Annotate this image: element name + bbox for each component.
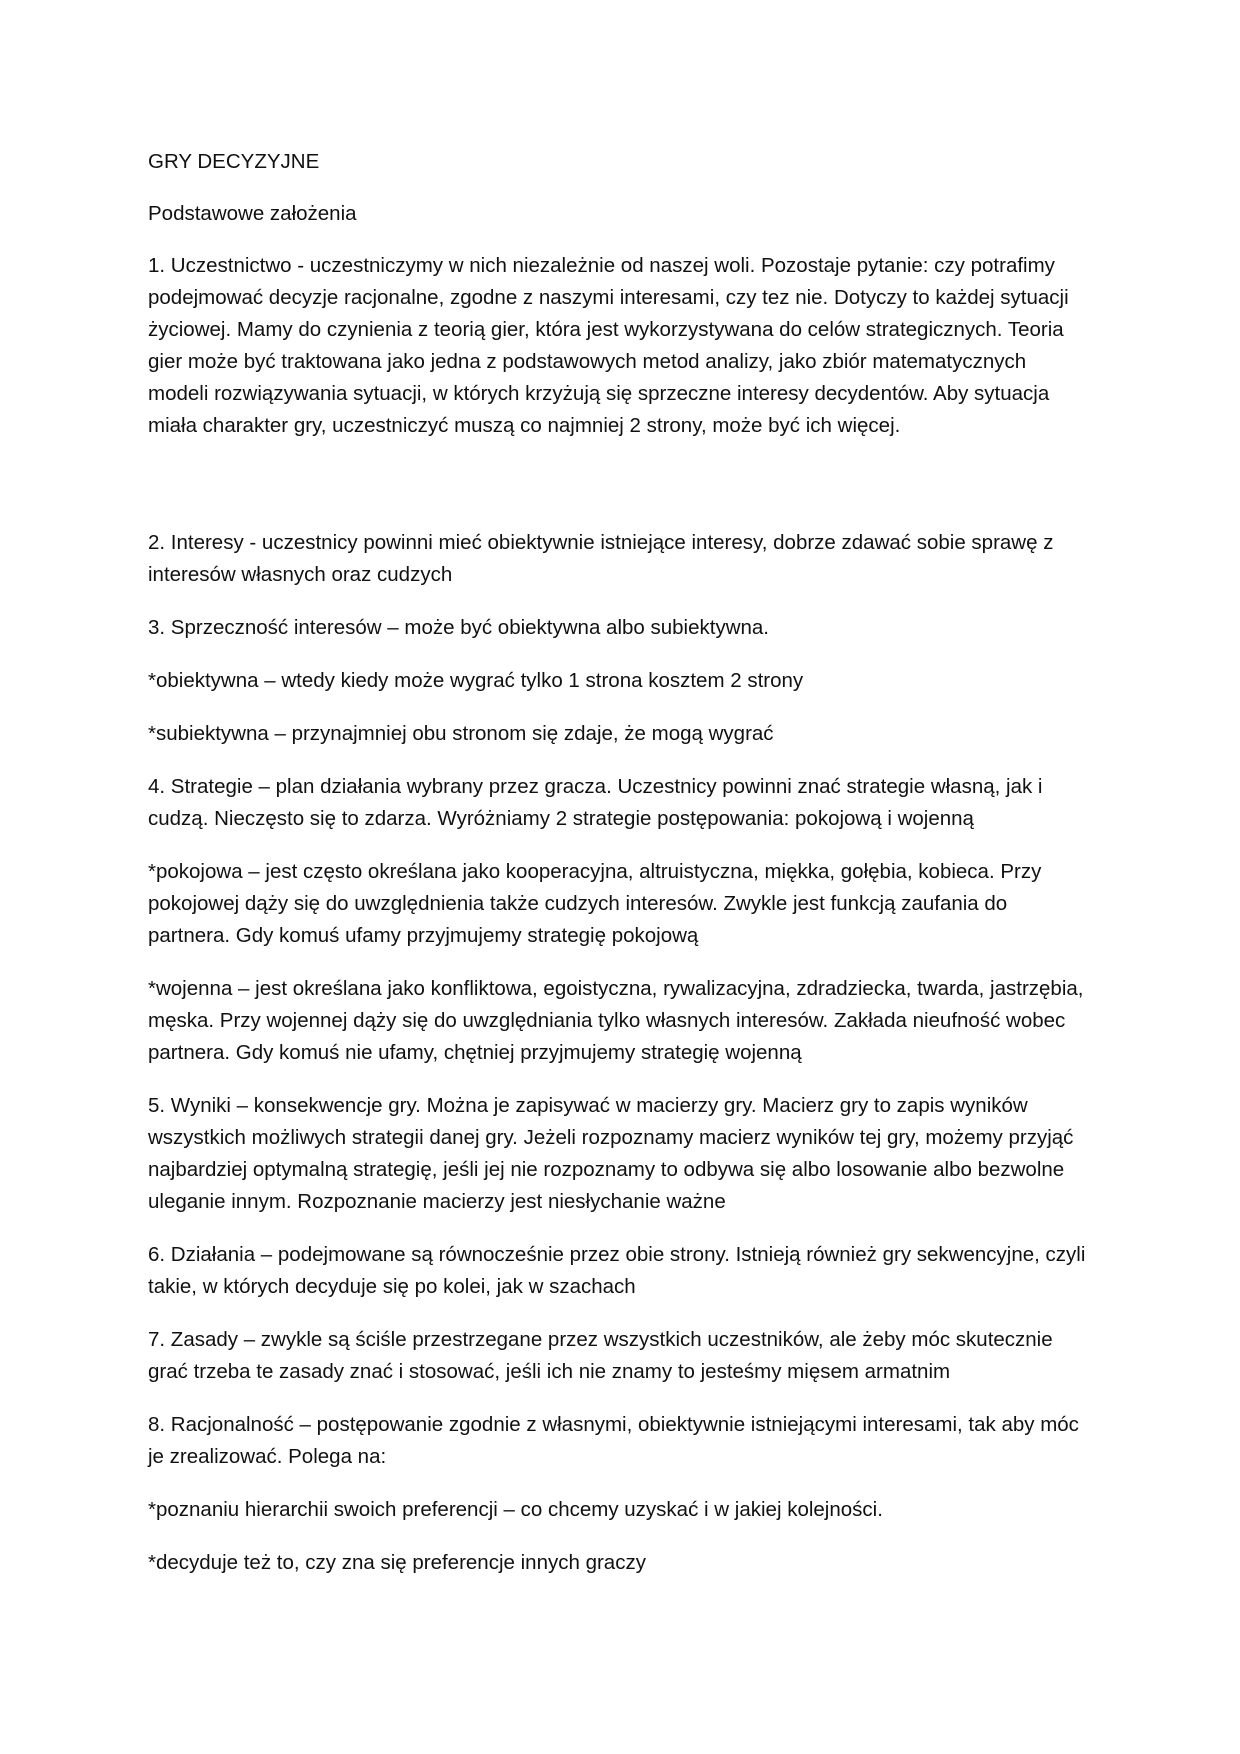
paragraph-strategie: 4. Strategie – plan działania wybrany przez gracza. Uczestnicy powinni znać strategie własną, jak i cudzą. Nieczęsto się to zdarza. Wyróżniamy 2 strategie postępowania: pokojową i wojenną [148, 775, 1043, 830]
paragraph-racjonalnosc: 8. Racjonalność – postępowanie zgodnie z własnymi, obiektywnie istniejącymi interesami, tak aby móc je zrealizować. Polega na: [148, 1413, 1079, 1468]
paragraph-interesy: 2. Interesy - uczestnicy powinni mieć obiektywnie istniejące interesy, dobrze zdawać sobie sprawę z interesów własnych oraz cudzych [148, 531, 1054, 586]
document-subtitle: Podstawowe założenia [148, 202, 357, 225]
paragraph-sprzecznosc: 3. Sprzeczność interesów – może być obiektywna albo subiektywna. [148, 616, 770, 639]
paragraph-dzialania: 6. Działania – podejmowane są równocześnie przez obie strony. Istnieją również gry sekwencyjne, czyli takie, w których decyduje się po kolei, jak w szachach [148, 1243, 1086, 1298]
paragraph-pokojowa: *pokojowa – jest często określana jako kooperacyjna, altruistyczna, miękka, gołębia, kobieca. Przy pokojowej dąży się do uwzględnienia także cudzych interesów. Zwykle jest funkcją zaufania do partnera. Gdy komuś ufamy przyjmujemy strategię pokojową [148, 860, 1042, 947]
paragraph-zasady: 7. Zasady – zwykle są ściśle przestrzegane przez wszystkich uczestników, ale żeby móc skutecznie grać trzeba te zasady znać i stosować, jeśli ich nie znamy to jesteśmy mięsem armatnim [148, 1328, 1053, 1383]
paragraph-hierarchia-preferencji: *poznaniu hierarchii swoich preferencji – co chcemy uzyskać i w jakiej kolejności. [148, 1498, 883, 1521]
paragraph-obiektywna: *obiektywna – wtedy kiedy może wygrać tylko 1 strona kosztem 2 strony [148, 669, 804, 692]
document-page [148, 146, 1092, 1600]
paragraph-wyniki: 5. Wyniki – konsekwencje gry. Można je zapisywać w macierzy gry. Macierz gry to zapis wyników wszystkich możliwych strategii danej gry. Jeżeli rozpoznamy macierz wyników tej gry, możemy przyjąć najbardziej optymalną strategię, jeśli jej nie rozpoznamy to odbywa się albo losowanie albo bezwolne uleganie innym. Rozpoznanie macierzy jest niesłychanie ważne [148, 1094, 1074, 1213]
document-title: GRY DECYZYJNE [148, 150, 320, 173]
paragraph-uczestnictwo: 1. Uczestnictwo - uczestniczymy w nich niezależnie od naszej woli. Pozostaje pytanie: czy potrafimy podejmować decyzje racjonalne, zgodne z naszymi interesami, czy tez nie. Dotyczy to każdej sytuacji życiowej. Mamy do czynienia z teorią gier, która jest wykorzystywana do celów strategicznych. Teoria gier może być traktowana jako jedna z podstawowych metod analizy, jako zbiór matematycznych modeli rozwiązywania sytuacji, w których krzyżują się sprzeczne interesy decydentów. Aby sytuacja miała charakter gry, uczestniczyć muszą co najmniej 2 strony, może być ich więcej. [148, 254, 1069, 437]
paragraph-wojenna: *wojenna – jest określana jako konfliktowa, egoistyczna, rywalizacyjna, zdradziecka, twarda, jastrzębia, męska. Przy wojennej dąży się do uwzględniania tylko własnych interesów. Zakłada nieufność wobec partnera. Gdy komuś nie ufamy, chętniej przyjmujemy strategię wojenną [148, 977, 1084, 1064]
paragraph-subiektywna: *subiektywna – przynajmniej obu stronom się zdaje, że mogą wygrać [148, 722, 774, 745]
paragraph-preferencje-graczy: *decyduje też to, czy zna się preferencje innych graczy [148, 1551, 646, 1574]
